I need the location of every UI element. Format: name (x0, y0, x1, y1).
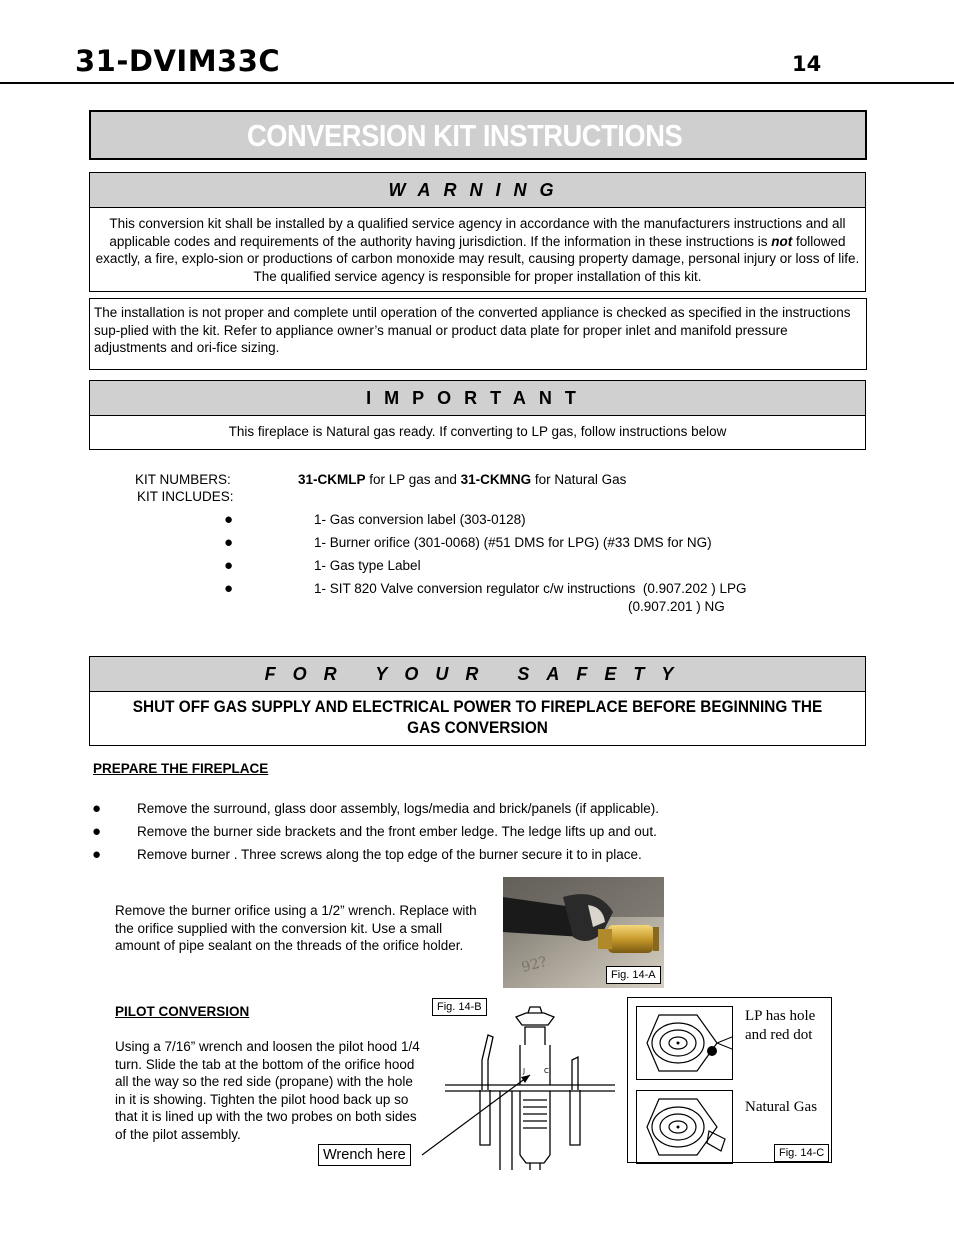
installation-note: The installation is not proper and complete until operation of the converted appliance is checked as specified in the instructions sup-plied with the kit. Refer to appliance owner’s manual or product data plate for proper inlet and manifold pressure adjustments and ori-fice sizing. (89, 298, 867, 370)
kit-item: 1- SIT 820 Valve conversion regulator c/w instructions (0.907.202 ) LPG (314, 581, 747, 596)
kit-ng-text: for Natural Gas (531, 472, 627, 487)
pilot-heading: PILOT CONVERSION (115, 1004, 250, 1019)
warning-header (89, 172, 866, 209)
fig-14a-label: Fig. 14-A (606, 966, 661, 984)
kit-item-line2: (0.907.201 ) NG (628, 599, 725, 614)
prepare-bullet: ● (92, 823, 102, 840)
ng-orifice-drawing (637, 1091, 732, 1163)
fig-14b-label: Fig. 14-B (432, 998, 487, 1016)
kit-item: 1- Gas conversion label (303-0128) (314, 512, 526, 527)
kit-ng-code: 31-CKMNG (460, 472, 532, 487)
kit-lp-text: for LP gas and (365, 472, 461, 487)
model-number: 31-DVIM33C (75, 44, 281, 78)
safety-heading: FOR YOUR SAFETY (264, 664, 691, 684)
kit-lp-code: 31-CKMLP (298, 472, 366, 487)
fig-14c-box (627, 997, 832, 1163)
safety-header (89, 656, 866, 693)
kit-bullet: ● (224, 557, 234, 574)
warning-text-2: followed exactly, a fire, explo-sion or productions of carbon monoxide may result, causing property damage, personal injury or loss of life. The qualified service agency is responsible for proper installation of this kit. (95, 233, 860, 284)
kit-bullet: ● (224, 534, 234, 551)
prepare-bullet: ● (92, 846, 102, 863)
pilot-assembly-drawing (420, 1005, 625, 1170)
svg-text:C: C (544, 1067, 549, 1075)
title-banner (89, 110, 867, 160)
kit-item: 1- Burner orifice (301-0068) (#51 DMS for LPG) (#33 DMS for NG) (314, 535, 712, 550)
warning-heading: WARNING (388, 180, 567, 200)
prepare-step: Remove the surround, glass door assembly, logs/media and brick/panels (if applicable). (137, 801, 660, 816)
important-heading: IMPORTANT (366, 388, 589, 408)
kit-numbers-value (298, 471, 626, 489)
prepare-step: Remove burner . Three screws along the top edge of the burner secure it to in place. (137, 847, 642, 862)
page-number: 14 (792, 52, 822, 76)
ng-label: Natural Gas (745, 1099, 818, 1115)
lp-label: LP has hole and red dot (745, 1008, 816, 1043)
warning-body (89, 207, 866, 292)
kit-bullet: ● (224, 511, 234, 528)
lp-orifice-drawing (637, 1007, 732, 1079)
lp-orifice-image (636, 1006, 733, 1080)
important-body (89, 415, 866, 450)
kit-numbers-label: KIT NUMBERS: (135, 472, 231, 487)
warning-emphasis: not (771, 233, 793, 249)
kit-item: 1- Gas type Label (314, 558, 421, 573)
prepare-bullet: ● (92, 800, 102, 817)
kit-includes-label: KIT INCLUDES: (137, 489, 234, 504)
safety-body (89, 691, 866, 746)
warning-text-1: This conversion kit shall be installed by a qualified service agency in accordance with the manufacturers instructions and all applicable codes and requirements of the authority having jurisdiction. If the information in these instructions is (109, 216, 846, 249)
important-text: This fireplace is Natural gas ready. If converting to LP gas, follow instructions below (228, 424, 727, 439)
wrench-here-label: Wrench here (318, 1144, 411, 1166)
orifice-instructions: Remove the burner orifice using a 1/2” wrench. Replace with the orifice supplied with the conversion kit. Use a small amount of pipe sealant on the threads of the orifice holder. (115, 903, 477, 954)
fig-14c-label: Fig. 14-C (774, 1144, 829, 1162)
prepare-heading: PREPARE THE FIREPLACE (93, 761, 269, 776)
pilot-instructions: Using a 7/16” wrench and loosen the pilot hood 1/4 turn. Slide the tab at the bottom of the orifice hood all the way so the red side (propane) with the hole in it is showing. Tighten the pilot hood back up so that it is lined up with the two probes on both sides of the pilot assembly. (115, 1039, 420, 1142)
ng-orifice-image (636, 1090, 733, 1164)
svg-text:92?: 92? (519, 953, 549, 976)
safety-text: SHUT OFF GAS SUPPLY AND ELECTRICAL POWER TO FIREPLACE BEFORE BEGINNING THE GAS CONVERSION (132, 698, 823, 737)
header-rule (0, 82, 954, 84)
important-header (89, 380, 866, 417)
kit-bullet: ● (224, 580, 234, 597)
prepare-step: Remove the burner side brackets and the front ember ledge. The ledge lifts up and out. (137, 824, 657, 839)
page-title: CONVERSION KIT INSTRUCTIONS (247, 118, 683, 153)
svg-text:J: J (523, 1067, 526, 1075)
